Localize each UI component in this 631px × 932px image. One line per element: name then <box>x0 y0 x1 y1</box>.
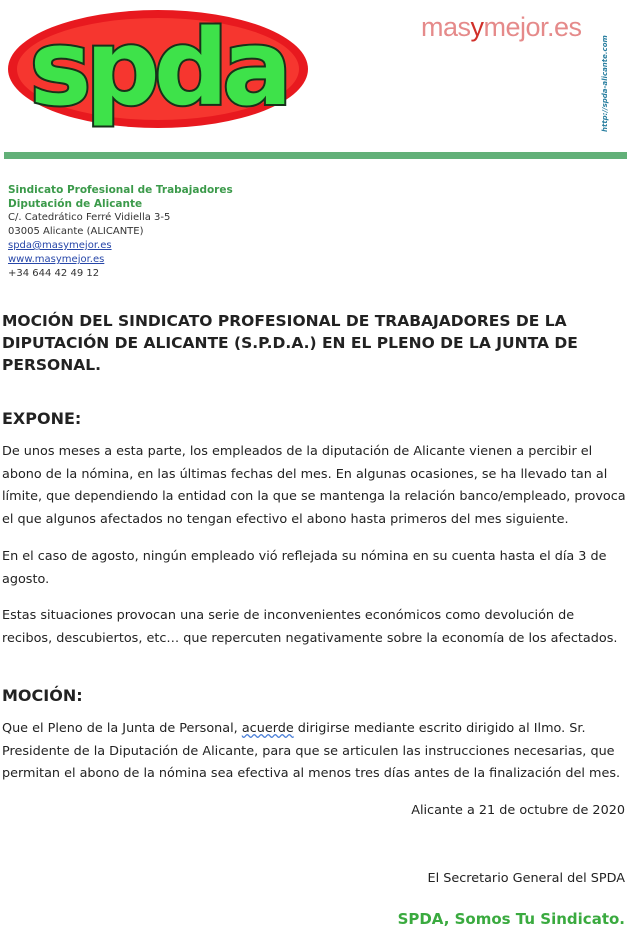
mocion-paragraph: Que el Pleno de la Junta de Personal, acuerde dirigirse mediante escrito dirigido al Ilmo. Sr. Presidente de la Diputación de Alicante, para que se articulen las instrucciones necesarias, que permitan el abono de la nómina sea efectiva al menos tres días antes de la finalización del mes. <box>2 721 621 781</box>
date-line: Alicante a 21 de octubre de 2020 <box>411 803 625 818</box>
spellcheck-word: acuerde <box>241 721 294 736</box>
org-address: C/. Catedrático Ferré Vidiella 3-5 <box>8 212 171 223</box>
expone-paragraph-2: En el caso de agosto, ningún empleado vió reflejada su nómina en su cuenta hasta el día 3 de agosto. <box>2 549 607 587</box>
header-divider <box>4 152 627 159</box>
signature-line: El Secretario General del SPDA <box>427 871 625 886</box>
org-name: Sindicato Profesional de Trabajadores <box>8 184 233 196</box>
email-link[interactable]: spda@masymejor.es <box>8 240 112 251</box>
org-sub: Diputación de Alicante <box>8 198 143 210</box>
mocion-heading: MOCIÓN: <box>2 686 83 705</box>
org-phone: +34 644 42 49 12 <box>8 268 100 279</box>
masymejor-brand: masymejor.es <box>421 12 582 42</box>
doc-title: MOCIÓN DEL SINDICATO PROFESIONAL DE TRABAJADORES DE LA DIPUTACIÓN DE ALICANTE (S.P.D.A.) EN EL PLENO DE LA JUNTA DE PERSONAL. <box>2 312 578 374</box>
spda-logo <box>6 8 311 130</box>
expone-heading: EXPONE: <box>2 409 82 428</box>
expone-paragraph-1: De unos meses a esta parte, los empleados de la diputación de Alicante vienen a percibir el abono de la nómina, en las últimas fechas del mes. En algunas ocasiones, se ha llevado tan al límite, que dependiendo la entidad con la que se mantenga la relación banco/empleado, provoca el que algunos afectados no tengan efectivo el abono hasta primeros del mes siguiente. <box>2 444 626 527</box>
expone-paragraph-3: Estas situaciones provocan una serie de inconvenientes económicos como devolución de recibos, descubiertos, etc… que repercuten negativamente sobre la economía de los afectados. <box>2 608 618 646</box>
org-city: 03005 Alicante (ALICANTE) <box>8 226 144 237</box>
side-url: http://spda-alicante.com <box>601 35 609 132</box>
org-contact-block <box>8 183 233 281</box>
slogan: SPDA, Somos Tu Sindicato. <box>397 910 625 928</box>
logo-text: spda <box>29 8 287 129</box>
web-link[interactable]: www.masymejor.es <box>8 254 105 265</box>
